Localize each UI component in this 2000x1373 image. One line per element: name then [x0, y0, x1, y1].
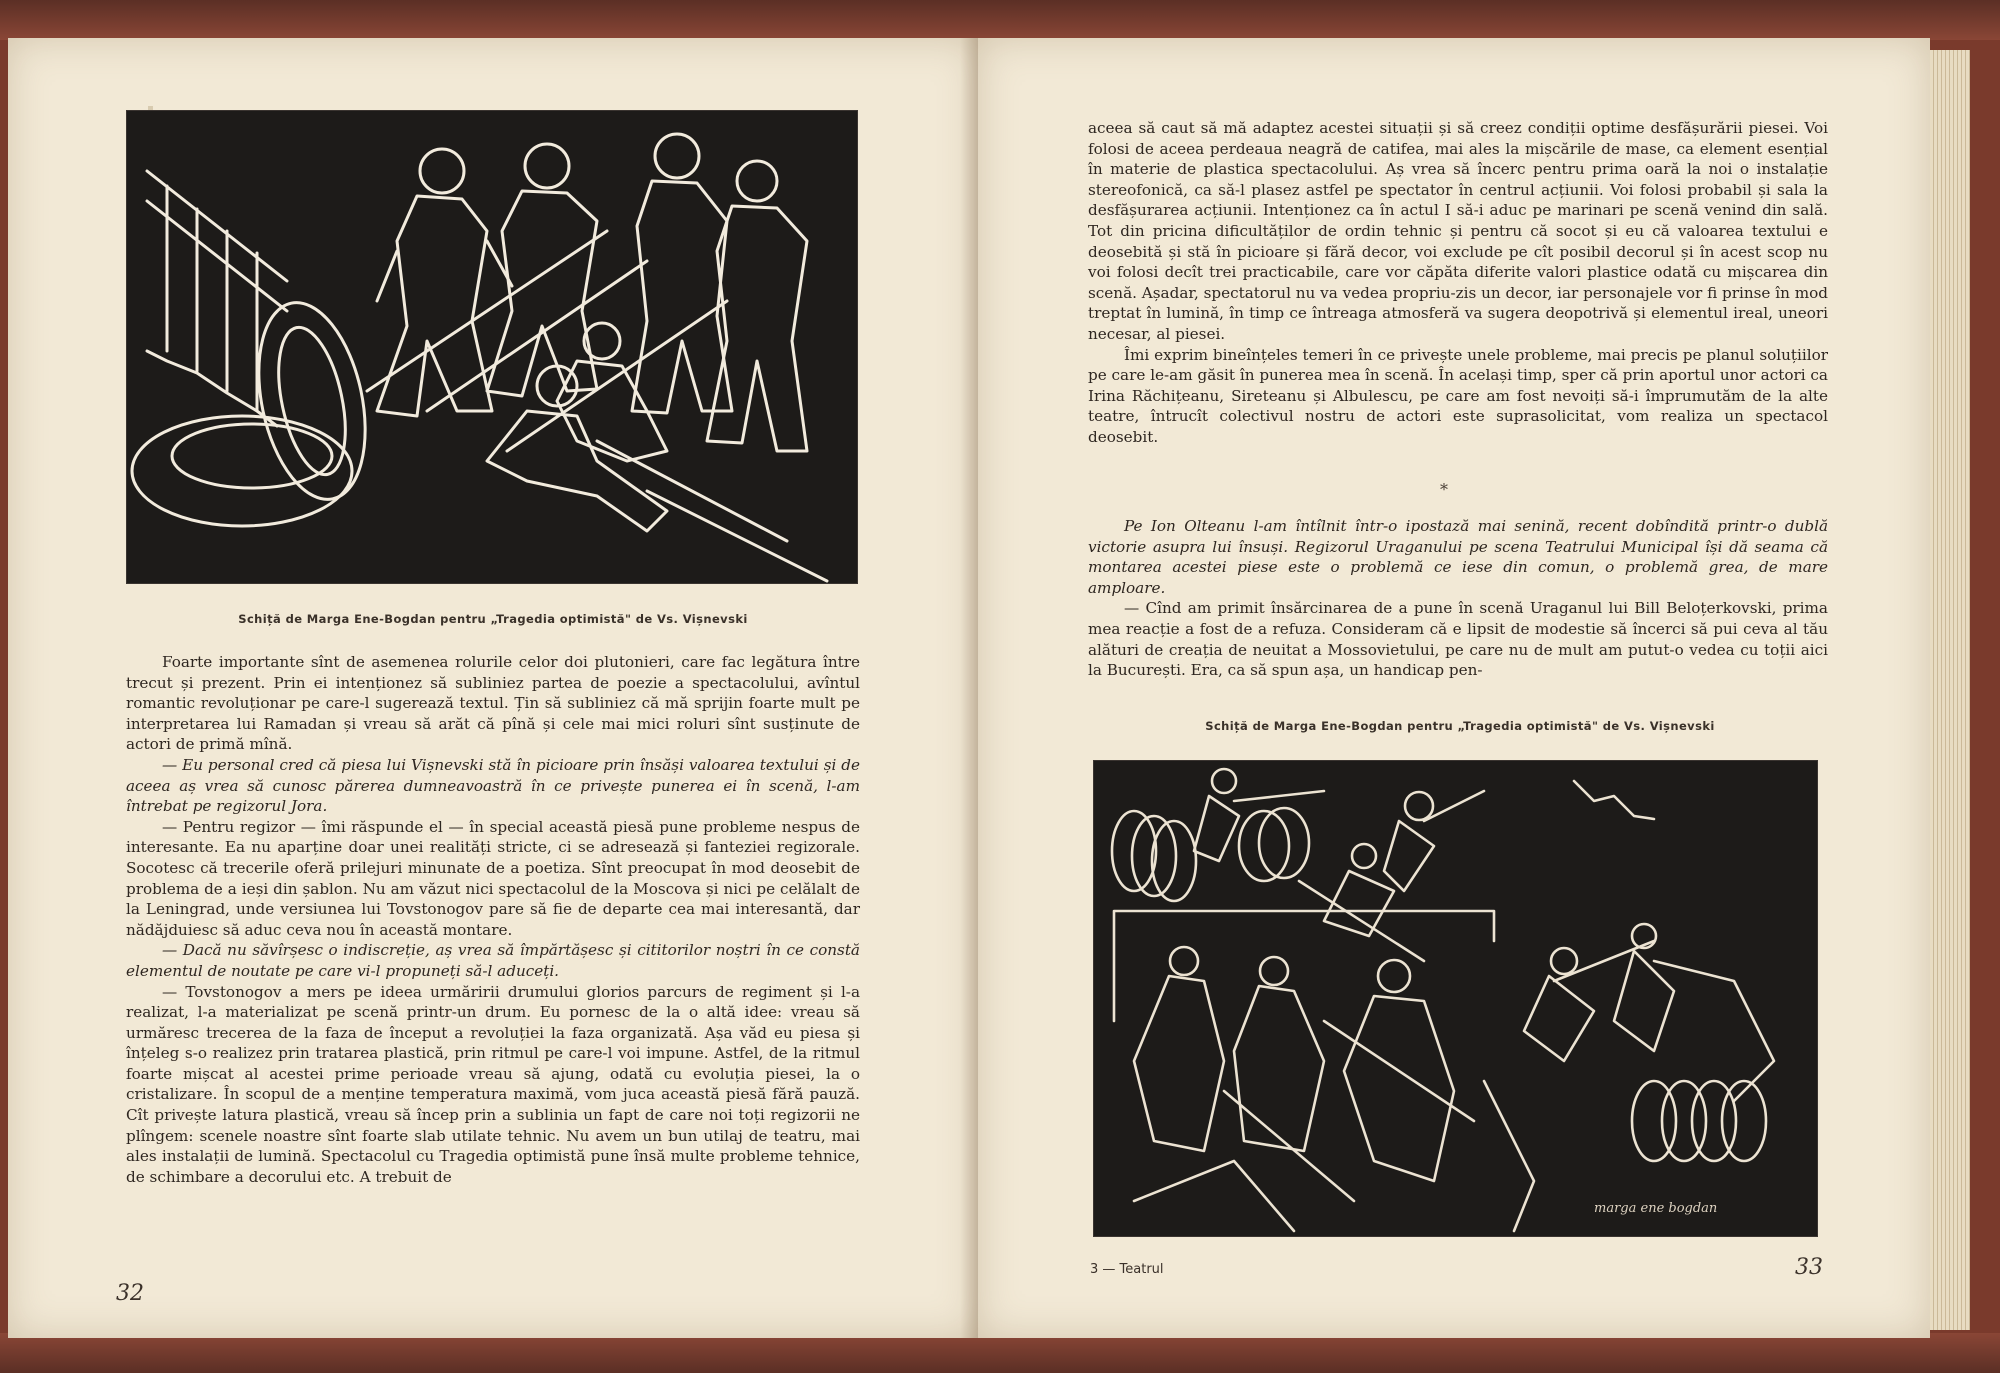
left-paragraph-question: — Dacă nu săvîrșesc o indiscreție, aș vrea să împărtășesc și cititorilor noștri în ce constă elementul de noutate pe care vi-l propuneți să-l aduceți. [126, 941, 860, 980]
left-page-text [126, 652, 860, 1187]
right-paragraph: aceea să caut să mă adaptez acestei situații și să creez condiții optime desfășurării piesei. Voi folosi de aceea perdeaua neagră de catifea, mai ales la mișcările de mase, ca element esențial în materie de plastica spectacolului. Aș vrea să încerc pentru prima oară la noi o instalație stereofonică, ca să-l plasez astfel pe spectator în centrul acțiunii. Voi folosi probabil și sala la desfășurarea acțiunii. Intenționez ca în actul I să-i aduc pe marinari pe scenă venind din sală. Tot din pricina dificultăților de ordin tehnic și pentru că socot și eu că valoarea textului e deosebită și stă în picioare și fără decor, voi exclude pe cît posibil decorul și în acest scop nu voi folosi decît trei practicabile, care vor căpăta diferite valori plastice odată cu mișcarea din scenă. Așadar, spectatorul nu va vedea propriu-zis un decor, iar personajele vor fi prinse în mod treptat în lumină, în timp ce întreaga atmosferă va sugera deopotrivă și elementul ireal, uneori necesar, al piesei. [1088, 119, 1828, 343]
sailors-sketch-drawing [127, 111, 857, 583]
section-separator: * [1440, 480, 1448, 499]
left-paragraph-question: — Eu personal cred că piesa lui Vișnevski stă în picioare prin însăși valoarea textului și de aceea aș vrea să cunosc părerea dumneavoastră în ce privește punerea ei în scenă, l-am întrebat pe regizorul Jora. [126, 755, 860, 816]
left-paragraph: Foarte importante sînt de asemenea rolurile celor doi plutonieri, care fac legătura între trecut și prezent. Prin ei intenționez să subliniez partea de poezie a spectacolului, avîntul romantic revoluționar pe care-l sugerează textul. Țin să subliniez că mă sprijin foarte mult pe interpretarea lui Ramadan și vreau să arăt că pînă și cele mai mici roluri sînt susținute de actori de primă mînă. [126, 653, 860, 754]
right-illustration-caption: Schiță de Marga Ene-Bogdan pentru „Tragedia optimistă" de Vs. Vișnevski [1205, 719, 1715, 733]
right-page-text-top [1088, 118, 1828, 448]
book-cover-top [0, 0, 2000, 40]
page-number-right: 33 [1795, 1255, 1823, 1280]
right-page-text-bottom [1088, 516, 1828, 681]
battle-sketch-drawing [1094, 761, 1817, 1236]
illustration-battle-sketch [1093, 760, 1818, 1237]
left-illustration-caption: Schiță de Marga Ene-Bogdan pentru „Tragedia optimistă" de Vs. Vișnevski [238, 612, 748, 626]
left-paragraph: — Pentru regizor — îmi răspunde el — în special această piesă pune probleme nespus de interesante. Ea nu aparține doar unei realități stricte, ci se adresează și fanteziei regizorale. Socotesc că trecerile oferă prilejuri minunate de a poetiza. Sînt preocupat în mod deosebit de problema de a ieși din șablon. Nu am văzut nici spectacolul de la Moscova și nici pe celălalt de la Leningrad, unde versiunea lui Tovstonogov pare să fie de departe cea mai interesantă, dar nădăjduiesc să aduc ceva nou în această montare. [126, 817, 860, 939]
illustration-sailors-sketch [126, 110, 858, 584]
artist-signature: marga ene bogdan [1594, 1201, 1718, 1216]
left-page [8, 38, 980, 1338]
right-paragraph: Îmi exprim bineînțeles temeri în ce privește unele probleme, mai precis pe planul soluțiilor pe care le-am găsit în punerea mea în scenă. În același timp, sper că prin aportul unor actori ca Irina Răchițeanu, Sireteanu și Albulescu, pe care am fost nevoiți să-i împrumutăm de la alte teatre, întrucît colectivul nostru de actori este suprasolicitat, vom realiza un spectacol deosebit. [1088, 345, 1828, 446]
page-edges [1930, 50, 1970, 1330]
page-number-left: 32 [116, 1281, 144, 1306]
footer-signature-mark: 3 — Teatrul [1090, 1262, 1164, 1277]
right-paragraph-intro: Pe Ion Olteanu l-am întîlnit într-o ipostază mai senină, recent dobîndită printr-o dublă victorie asupra lui însuși. Regizorul Uraganului pe scena Teatrului Municipal își dă seama că montarea acestei piese este o problemă ce iese din comun, o problemă grea, de mare amploare. [1088, 517, 1828, 597]
book-cover-bottom [0, 1333, 2000, 1373]
left-paragraph: — Tovstonogov a mers pe ideea urmăririi drumului glorios parcurs de regiment și l-a realizat, l-a materializat pe scenă printr-un drum. Eu pornesc de la o altă idee: vreau să urmăresc trecerea de la faza de început a revoluției la faza organizată. Așa văd eu piesa și înțeleg s-o realizez prin tratarea plastică, prin ritmul pe care-l voi impune. Astfel, de la ritmul foarte mișcat al acestei prime perioade vreau să ajung, odată cu evoluția piesei, la o cristalizare. În scopul de a menține temperatura maximă, vom juca această piesă fără pauză. Cît privește latura plastică, vreau să încep prin a sublinia un fapt de care noi toți regizorii ne plîngem: scenele noastre sînt foarte slab utilate tehnic. Nu avem un bun utilaj de teatru, mai ales instalații de lumină. Spectacolul cu Tragedia optimistă pune însă multe probleme tehnice, de schimbare a decorului etc. A trebuit de [126, 982, 860, 1186]
right-paragraph: — Cînd am primit însărcinarea de a pune în scenă Uraganul lui Bill Beloțerkovski, prima mea reacție a fost de a refuza. Consideram că e lipsit de modestie să încerci să pui ceva al tău alături de creația de neuitat a Mossovietului, pe care nu de mult am putut-o vedea cu toții aici la București. Era, ca să spun așa, un handicap pen- [1088, 599, 1828, 680]
